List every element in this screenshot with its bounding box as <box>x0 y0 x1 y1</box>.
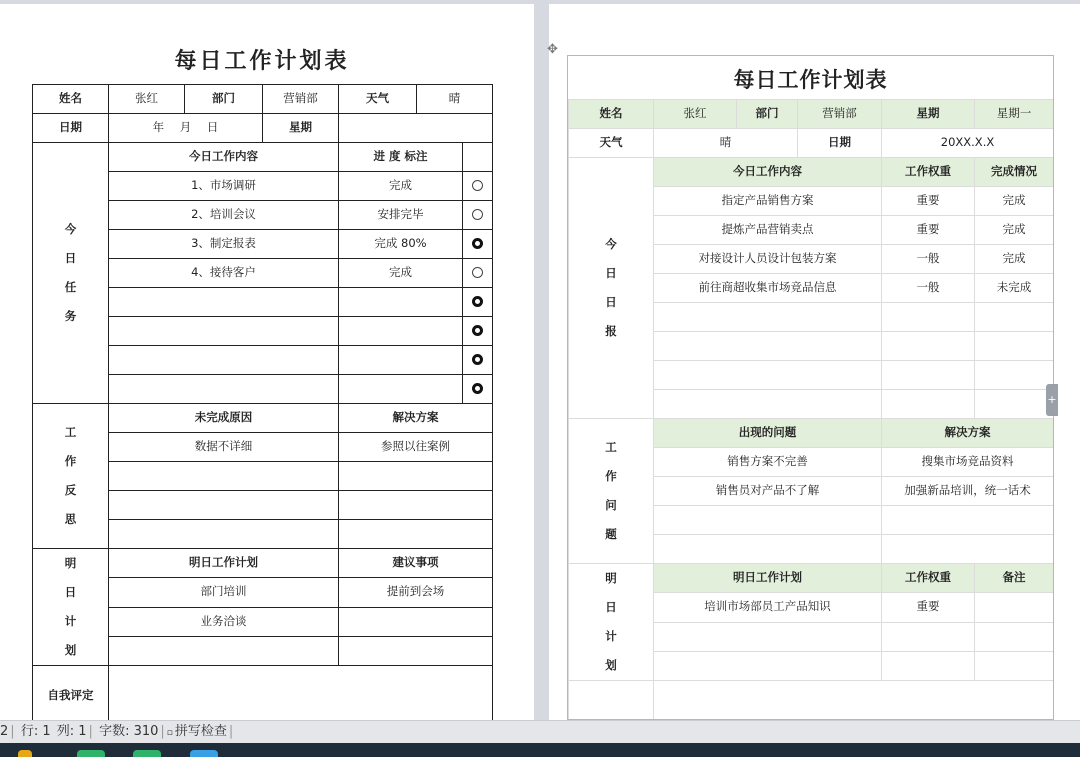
plan-section-text: 明日计划 <box>64 556 77 657</box>
issue-solution[interactable] <box>882 535 1054 564</box>
plan-weight[interactable]: 重要 <box>882 593 975 622</box>
marker-header <box>463 143 493 172</box>
wechat-app-icon[interactable] <box>133 750 161 757</box>
task-content[interactable] <box>109 375 339 404</box>
page-indicator: 2 <box>0 724 9 739</box>
week-value[interactable] <box>339 114 493 143</box>
thin-circle-icon <box>472 180 483 191</box>
task-marker <box>463 259 493 288</box>
bold-circle-icon <box>472 325 483 336</box>
reflect-reason-header: 未完成原因 <box>109 404 339 433</box>
line-indicator: 行: 1 <box>20 724 51 739</box>
task-marker <box>463 346 493 375</box>
status-header: 完成情况 <box>975 158 1054 187</box>
plan-header: 明日工作计划 <box>109 549 339 578</box>
report-content[interactable]: 对接设计人员设计包装方案 <box>654 245 882 274</box>
plan-remark[interactable] <box>975 651 1054 680</box>
report-content[interactable] <box>654 303 882 332</box>
report-content[interactable] <box>654 332 882 361</box>
reflect-solution[interactable] <box>339 491 493 520</box>
chat-app-icon[interactable] <box>77 750 105 757</box>
report-weight[interactable] <box>882 390 975 419</box>
issue-solution[interactable]: 搜集市场竞品资料 <box>882 448 1054 477</box>
task-progress[interactable]: 完成 80% <box>339 230 463 259</box>
report-status[interactable] <box>975 332 1054 361</box>
issue-header: 出现的问题 <box>654 419 882 448</box>
dept-label: 部门 <box>185 85 263 114</box>
suggest-item[interactable] <box>339 636 493 665</box>
plan-item[interactable] <box>654 651 882 680</box>
report-status[interactable] <box>975 361 1054 390</box>
task-marker <box>463 317 493 346</box>
reflect-section-text: 工作反思 <box>64 425 77 526</box>
left-sheet-title: 每日工作计划表 <box>174 49 350 74</box>
task-content[interactable] <box>109 346 339 375</box>
report-content[interactable]: 提炼产品营销卖点 <box>654 216 882 245</box>
dept-value[interactable]: 营销部 <box>798 100 882 129</box>
suggest-header: 建议事项 <box>339 549 493 578</box>
plan-section-label <box>569 564 654 681</box>
date-label: 日期 <box>33 114 109 143</box>
weather-label: 天气 <box>339 85 417 114</box>
browser-app-icon[interactable] <box>190 750 218 757</box>
folder-app-icon[interactable] <box>18 750 32 757</box>
issue-section-text: 工作问题 <box>605 440 617 541</box>
task-marker <box>463 288 493 317</box>
week-label: 星期 <box>882 100 975 129</box>
report-content[interactable] <box>654 361 882 390</box>
suggest-item[interactable] <box>339 607 493 636</box>
plan-remark[interactable] <box>975 593 1054 622</box>
column-indicator: 列: 1 <box>56 724 87 739</box>
reflect-reason[interactable] <box>109 520 339 549</box>
name-value[interactable]: 张红 <box>654 100 737 129</box>
report-section-label <box>569 158 654 419</box>
report-content[interactable] <box>654 390 882 419</box>
self-eval-value[interactable] <box>109 666 493 726</box>
task-content[interactable] <box>109 317 339 346</box>
task-progress[interactable] <box>339 346 463 375</box>
report-weight[interactable]: 重要 <box>882 216 975 245</box>
task-marker <box>463 201 493 230</box>
task-marker <box>463 375 493 404</box>
task-content[interactable]: 3、制定报表 <box>109 230 339 259</box>
task-marker <box>463 172 493 201</box>
issue-item[interactable]: 销售方案不完善 <box>654 448 882 477</box>
plan-weight-header: 工作权重 <box>882 564 975 593</box>
solution-header: 解决方案 <box>882 419 1054 448</box>
issue-section-label <box>569 419 654 564</box>
bold-circle-icon <box>472 238 483 249</box>
spellcheck-toggle[interactable]: 拼写检查 <box>174 724 227 739</box>
side-panel-expand-icon[interactable]: + <box>1046 384 1058 416</box>
reflect-solution[interactable]: 参照以往案例 <box>339 433 493 462</box>
table-move-handle-icon[interactable]: ✥ <box>547 42 558 57</box>
date-value[interactable]: 20XX.X.X <box>882 129 1054 158</box>
bold-circle-icon <box>472 383 483 394</box>
report-status[interactable]: 未完成 <box>975 274 1054 303</box>
report-section-text: 今日日报 <box>605 237 617 338</box>
remark-header: 备注 <box>975 564 1054 593</box>
self-eval-label: 自我评定 <box>33 666 109 726</box>
name-label: 姓名 <box>33 85 109 114</box>
task-progress[interactable]: 完成 <box>339 259 463 288</box>
bold-circle-icon <box>472 296 483 307</box>
weight-header: 工作权重 <box>882 158 975 187</box>
task-progress[interactable]: 安排完毕 <box>339 201 463 230</box>
report-weight[interactable] <box>882 303 975 332</box>
reflect-reason[interactable] <box>109 491 339 520</box>
plan-item[interactable] <box>109 636 339 665</box>
issue-item[interactable]: 销售员对产品不了解 <box>654 477 882 506</box>
report-status[interactable] <box>975 303 1054 332</box>
task-section-text: 今日任务 <box>64 222 77 323</box>
issue-solution[interactable] <box>882 506 1054 535</box>
plan-header: 明日工作计划 <box>654 564 882 593</box>
issue-item[interactable] <box>654 535 882 564</box>
taskbar <box>0 743 1080 757</box>
reflect-section-label <box>33 404 109 549</box>
task-content[interactable]: 4、接待客户 <box>109 259 339 288</box>
plan-section-text: 明日计划 <box>605 571 617 672</box>
date-label: 日期 <box>798 129 882 158</box>
reflect-reason[interactable]: 数据不详细 <box>109 433 339 462</box>
issue-solution[interactable]: 加强新品培训，统一话术 <box>882 477 1054 506</box>
weather-value[interactable]: 晴 <box>417 85 493 114</box>
name-label: 姓名 <box>569 100 654 129</box>
dept-value[interactable]: 营销部 <box>263 85 339 114</box>
plan-remark[interactable] <box>975 622 1054 651</box>
weather-value[interactable]: 晴 <box>654 129 798 158</box>
reflect-solution[interactable] <box>339 520 493 549</box>
thin-circle-icon <box>472 209 483 220</box>
left-plan-table <box>32 84 493 726</box>
plan-weight[interactable] <box>882 651 975 680</box>
report-weight[interactable]: 一般 <box>882 274 975 303</box>
report-content[interactable]: 前往商超收集市场竞品信息 <box>654 274 882 303</box>
report-weight[interactable]: 一般 <box>882 245 975 274</box>
reflect-solution-header: 解决方案 <box>339 404 493 433</box>
task-progress[interactable] <box>339 288 463 317</box>
spellcheck-icon: ▫ <box>166 728 173 738</box>
report-weight[interactable]: 重要 <box>882 187 975 216</box>
report-content[interactable]: 指定产品销售方案 <box>654 187 882 216</box>
task-progress[interactable]: 完成 <box>339 172 463 201</box>
report-weight[interactable] <box>882 332 975 361</box>
plan-item[interactable]: 培训市场部员工产品知识 <box>654 593 882 622</box>
right-plan-table <box>568 99 1054 741</box>
task-content-header: 今日工作内容 <box>109 143 339 172</box>
right-sheet-title: 每日工作计划表 <box>733 68 888 92</box>
week-label: 星期 <box>263 114 339 143</box>
report-status[interactable]: 完成 <box>975 245 1054 274</box>
reflect-reason[interactable] <box>109 462 339 491</box>
task-content[interactable]: 1、市场调研 <box>109 172 339 201</box>
status-bar: 2 | 行: 1 列: 1 | 字数: 310 | ▫ 拼写检查 | <box>0 720 1080 743</box>
dept-label: 部门 <box>737 100 798 129</box>
content-header: 今日工作内容 <box>654 158 882 187</box>
report-status[interactable]: 完成 <box>975 187 1054 216</box>
task-progress[interactable] <box>339 375 463 404</box>
plan-weight[interactable] <box>882 622 975 651</box>
task-section-label <box>33 143 109 404</box>
weather-label: 天气 <box>569 129 654 158</box>
plan-item[interactable]: 业务洽谈 <box>109 607 339 636</box>
plan-section-label <box>33 549 109 666</box>
suggest-item[interactable]: 提前到会场 <box>339 578 493 607</box>
bold-circle-icon <box>472 354 483 365</box>
word-count[interactable]: 字数: 310 <box>99 724 159 739</box>
issue-item[interactable] <box>654 506 882 535</box>
task-marker <box>463 230 493 259</box>
name-value[interactable]: 张红 <box>109 85 185 114</box>
task-content[interactable]: 2、培训会议 <box>109 201 339 230</box>
progress-header: 进 度 标注 <box>339 143 463 172</box>
plan-item[interactable]: 部门培训 <box>109 578 339 607</box>
report-status[interactable]: 完成 <box>975 216 1054 245</box>
report-weight[interactable] <box>882 361 975 390</box>
task-progress[interactable] <box>339 317 463 346</box>
task-content[interactable] <box>109 288 339 317</box>
reflect-solution[interactable] <box>339 462 493 491</box>
report-status[interactable] <box>975 390 1054 419</box>
date-value[interactable]: 年 月 日 <box>109 114 263 143</box>
week-value[interactable]: 星期一 <box>975 100 1054 129</box>
plan-item[interactable] <box>654 622 882 651</box>
thin-circle-icon <box>472 267 483 278</box>
